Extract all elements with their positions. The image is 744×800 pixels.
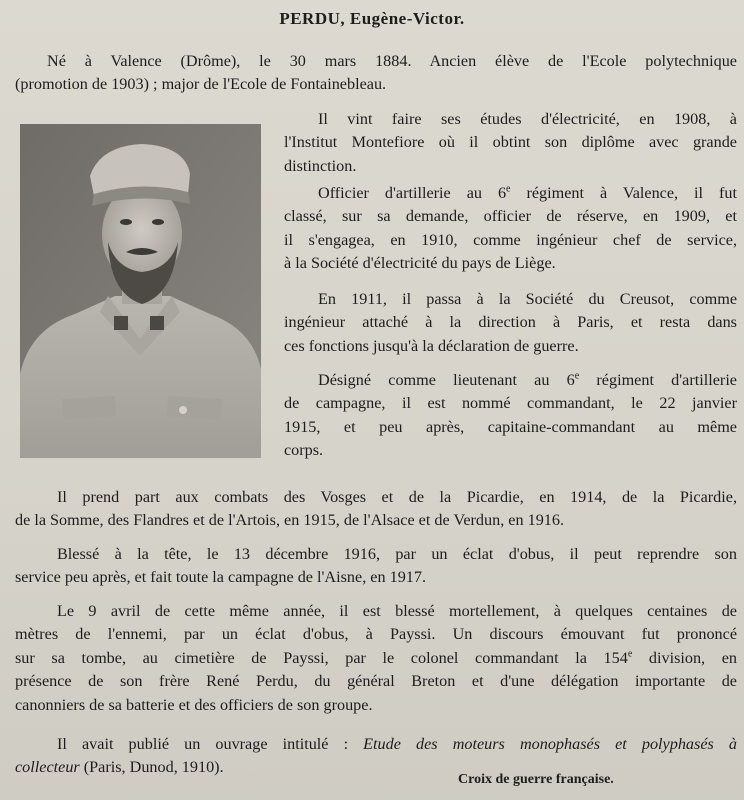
paragraph-combats	[15, 486, 737, 533]
text-line: En 1911, il passa à la Société du Creusot, comme	[318, 290, 737, 308]
text-line: service peu après, et fait toute la campagne de l'Aisne, en 1917.	[15, 568, 427, 587]
text-line: Le 9 avril de cette même année, il est blessé mortellement, à quelques centaines de	[57, 602, 737, 620]
paragraph-publication	[15, 733, 737, 780]
paragraph-birth	[15, 50, 737, 97]
text-line: corps.	[284, 441, 324, 460]
text-line: canonniers de sa batterie et des officiers de son groupe.	[15, 695, 373, 714]
text-line: sur sa tombe, au cimetière de Payssi, par le colonel commandant la 154e division, en	[15, 648, 737, 667]
text-line: de campagne, il est nommé commandant, le 22 janvier	[284, 394, 737, 413]
text-line: Né à Valence (Drôme), le 30 mars 1884. Ancien élève de l'Ecole polytechnique	[47, 52, 737, 70]
text-line: l'Institut Montefiore où il obtint son diplôme avec grande	[284, 133, 737, 152]
paragraph-death	[15, 600, 737, 717]
text-line: ingénieur attaché à la direction à Paris, et resta dans	[284, 313, 737, 332]
text-line: Il vint faire ses études d'électricité, en 1908, à	[318, 110, 737, 128]
text-line: 1915, et peu après, capitaine-commandant au même	[284, 417, 737, 436]
text-line: ces fonctions jusqu'à la déclaration de guerre.	[284, 336, 579, 355]
text-line: mètres de l'ennemi, par un éclat d'obus, à Payssi. Un discours émouvant fut prononcé	[15, 625, 737, 644]
text-line: Blessé à la tête, le 13 décembre 1916, par un éclat d'obus, il peut reprendre son	[57, 545, 737, 563]
publication-title-part2: collecteur	[15, 758, 80, 777]
text-line: Il prend part aux combats des Vosges et de la Picardie, en 1914, de la Picardie,	[57, 488, 737, 506]
text-line: présence de son frère René Perdu, du général Breton et d'une délégation importante de	[15, 672, 737, 691]
portrait-image	[20, 124, 261, 458]
text-line: il s'engagea, en 1910, comme ingénieur chef de service,	[284, 230, 737, 249]
paragraph-lieutenant	[284, 369, 737, 463]
text-line: de la Somme, des Flandres et de l'Artois, en 1915, de l'Alsace et de Verdun, en 1916.	[15, 511, 565, 530]
text-line: à la Société d'électricité du pays de Liège.	[284, 254, 556, 273]
paragraph-wounded	[15, 543, 737, 590]
caption-croix-de-guerre: Croix de guerre française.	[458, 772, 614, 787]
page-title: PERDU, Eugène-Victor.	[279, 9, 465, 28]
text-line: (promotion de 1903) ; major de l'Ecole de Fontainebleau.	[15, 75, 387, 94]
publication-title-part1: Etude des moteurs monophasés et polyphasés à	[363, 735, 737, 753]
text-line: Officier d'artillerie au 6e régiment à Valence, il fut	[318, 183, 737, 202]
portrait-photo	[20, 124, 261, 458]
text-line: classé, sur sa demande, officier de réserve, en 1909, et	[284, 207, 737, 226]
text-line: Désigné comme lieutenant au 6e régiment d'artillerie	[318, 370, 737, 389]
publication-details: (Paris, Dunod, 1910).	[79, 758, 224, 777]
text-line: distinction.	[284, 156, 357, 175]
paragraph-studies	[284, 108, 737, 178]
paragraph-officer	[284, 182, 737, 276]
text-line	[15, 756, 737, 779]
text-line	[15, 733, 737, 756]
paragraph-creusot	[284, 288, 737, 358]
publication-intro: Il avait publié un ouvrage intitulé :	[57, 735, 364, 753]
